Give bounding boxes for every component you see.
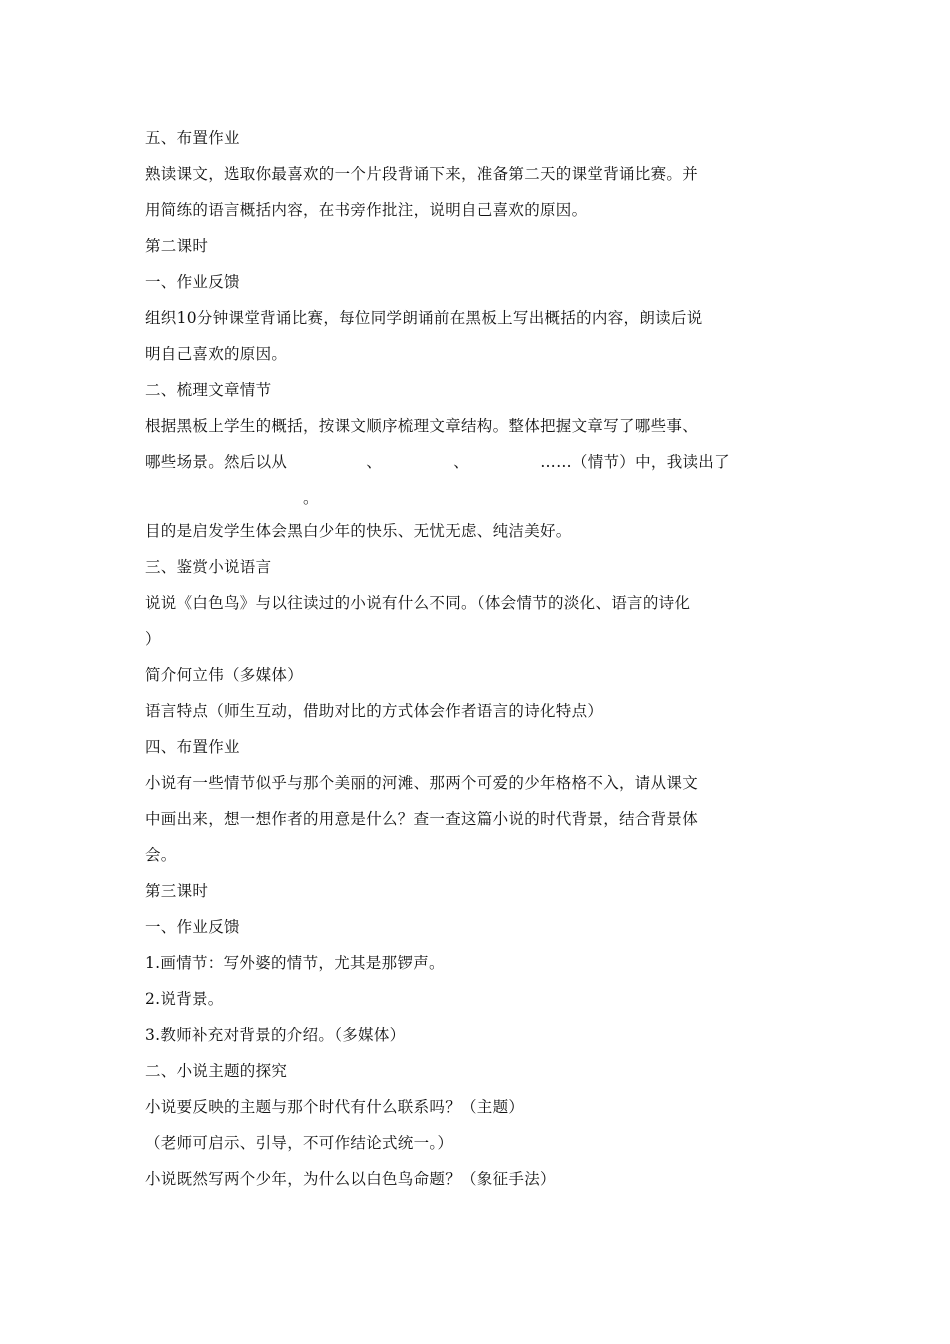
paragraph-line: 小说有一些情节似乎与那个美丽的河滩、那两个可爱的少年格格不入，请从课文 (145, 774, 699, 792)
paragraph-line: 小说既然写两个少年，为什么以白色鸟命题？（象征手法） (145, 1170, 556, 1188)
heading-lesson-2: 第二课时 (145, 237, 209, 255)
paragraph-line-with-blanks: 哪些场景。然后以从 、 、 ……（情节）中，我读出了 (145, 453, 730, 471)
list-item: 2.说背景。 (145, 990, 224, 1008)
heading-plot-review: 二、梳理文章情节 (145, 381, 272, 399)
paragraph-line: 简介何立伟（多媒体） (145, 666, 304, 684)
paragraph-line: ） (145, 630, 161, 648)
paragraph-line: 用简练的语言概括内容，在书旁作批注，说明自己喜欢的原因。 (145, 201, 588, 219)
paragraph-line: 明自己喜欢的原因。 (145, 345, 288, 363)
paragraph-line: 会。 (145, 846, 177, 864)
heading-theme-exploration: 二、小说主题的探究 (145, 1062, 288, 1080)
paragraph-line: 说说《白色鸟》与以往读过的小说有什么不同。（体会情节的淡化、语言的诗化 (145, 594, 691, 612)
list-item: 1.画情节：写外婆的情节，尤其是那锣声。 (145, 954, 445, 972)
list-item: 3.教师补充对背景的介绍。（多媒体） (145, 1026, 406, 1044)
heading-homework-feedback: 一、作业反馈 (145, 273, 240, 291)
heading-lesson-3: 第三课时 (145, 882, 209, 900)
paragraph-line: 语言特点（师生互动，借助对比的方式体会作者语言的诗化特点） (145, 702, 604, 720)
paragraph-line: 熟读课文，选取你最喜欢的一个片段背诵下来，准备第二天的课堂背诵比赛。并 (145, 165, 699, 183)
paragraph-line: 中画出来，想一想作者的用意是什么？查一查这篇小说的时代背景，结合背景体 (145, 810, 699, 828)
paragraph-line: （老师可启示、引导，不可作结论式统一。） (145, 1134, 454, 1152)
paragraph-line: 目的是启发学生体会黑白少年的快乐、无忧无虑、纯洁美好。 (145, 522, 572, 540)
heading-assign-homework-5: 五、布置作业 (145, 129, 240, 147)
heading-assign-homework-4: 四、布置作业 (145, 738, 240, 756)
paragraph-line: 小说要反映的主题与那个时代有什么联系吗？（主题） (145, 1098, 525, 1116)
paragraph-line: 组织10分钟课堂背诵比赛，每位同学朗诵前在黑板上写出概括的内容，朗读后说 (145, 309, 703, 327)
paragraph-line-blank: 。 (145, 489, 319, 507)
heading-language-appreciation: 三、鉴赏小说语言 (145, 558, 272, 576)
heading-homework-feedback: 一、作业反馈 (145, 918, 240, 936)
paragraph-line: 根据黑板上学生的概括，按课文顺序梳理文章结构。整体把握文章写了哪些事、 (145, 417, 699, 435)
